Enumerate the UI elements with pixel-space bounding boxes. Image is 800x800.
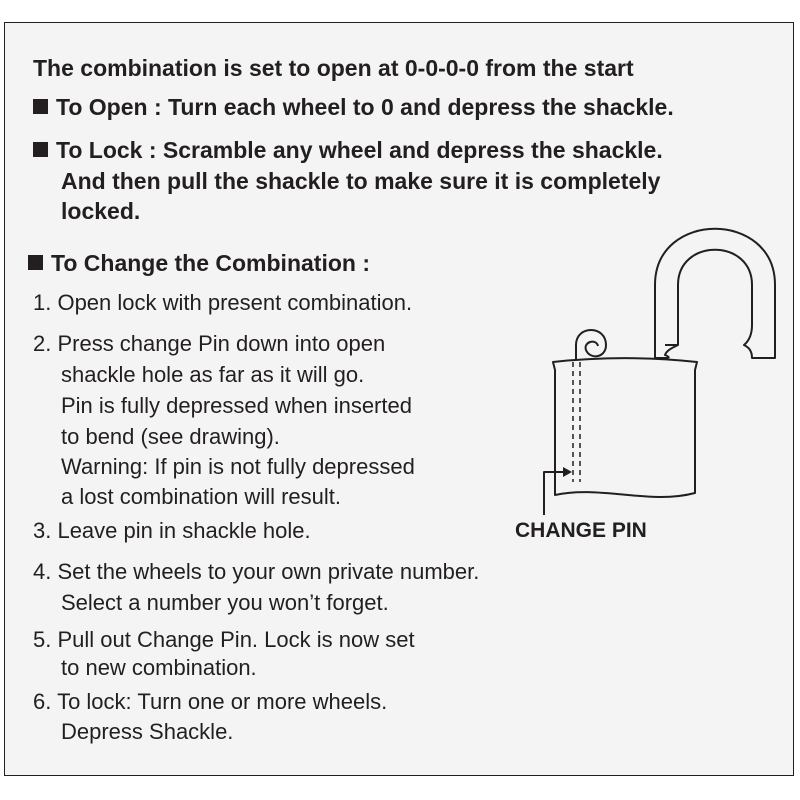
step-3-line-1: 3. Leave pin in shackle hole. — [33, 518, 311, 543]
to-lock-line-3: locked. — [61, 198, 141, 224]
to-lock-line-1: To Lock : Scramble any wheel and depress the shackle. — [56, 137, 663, 163]
lock-body — [553, 358, 697, 497]
change-combination-title: To Change the Combination : — [51, 250, 370, 276]
step-2-line-5: Warning: If pin is not fully depressed — [61, 454, 415, 479]
step-2-line-1: 2. Press change Pin down into open — [33, 331, 386, 356]
step-6-line-2: Depress Shackle. — [61, 719, 234, 744]
step-4-line-1: 4. Set the wheels to your own private number. — [33, 559, 480, 584]
shackle-outline — [655, 229, 775, 358]
step-5-line-1: 5. Pull out Change Pin. Lock is now set — [33, 627, 415, 652]
step-6-line-1: 6. To lock: Turn one or more wheels. — [33, 689, 388, 714]
step-4-line-2: Select a number you won’t forget. — [61, 590, 389, 615]
step-2-line-2: shackle hole as far as it will go. — [61, 362, 365, 387]
change-pin-loop — [576, 330, 606, 362]
intro-text: The combination is set to open at 0-0-0-0 from the start — [33, 55, 634, 81]
step-2-line-6: a lost combination will result. — [61, 484, 342, 509]
step-5-line-2: to new combination. — [61, 655, 257, 680]
to-lock-line-2: And then pull the shackle to make sure it is completely — [61, 168, 661, 194]
change-pin-label: CHANGE PIN — [515, 519, 647, 542]
step-2-line-4: to bend (see drawing). — [61, 424, 280, 449]
step-1-line-1: 1. Open lock with present combination. — [33, 290, 413, 315]
to-open-text: To Open : Turn each wheel to 0 and depress the shackle. — [56, 94, 674, 120]
step-2-line-3: Pin is fully depressed when inserted — [61, 393, 412, 418]
